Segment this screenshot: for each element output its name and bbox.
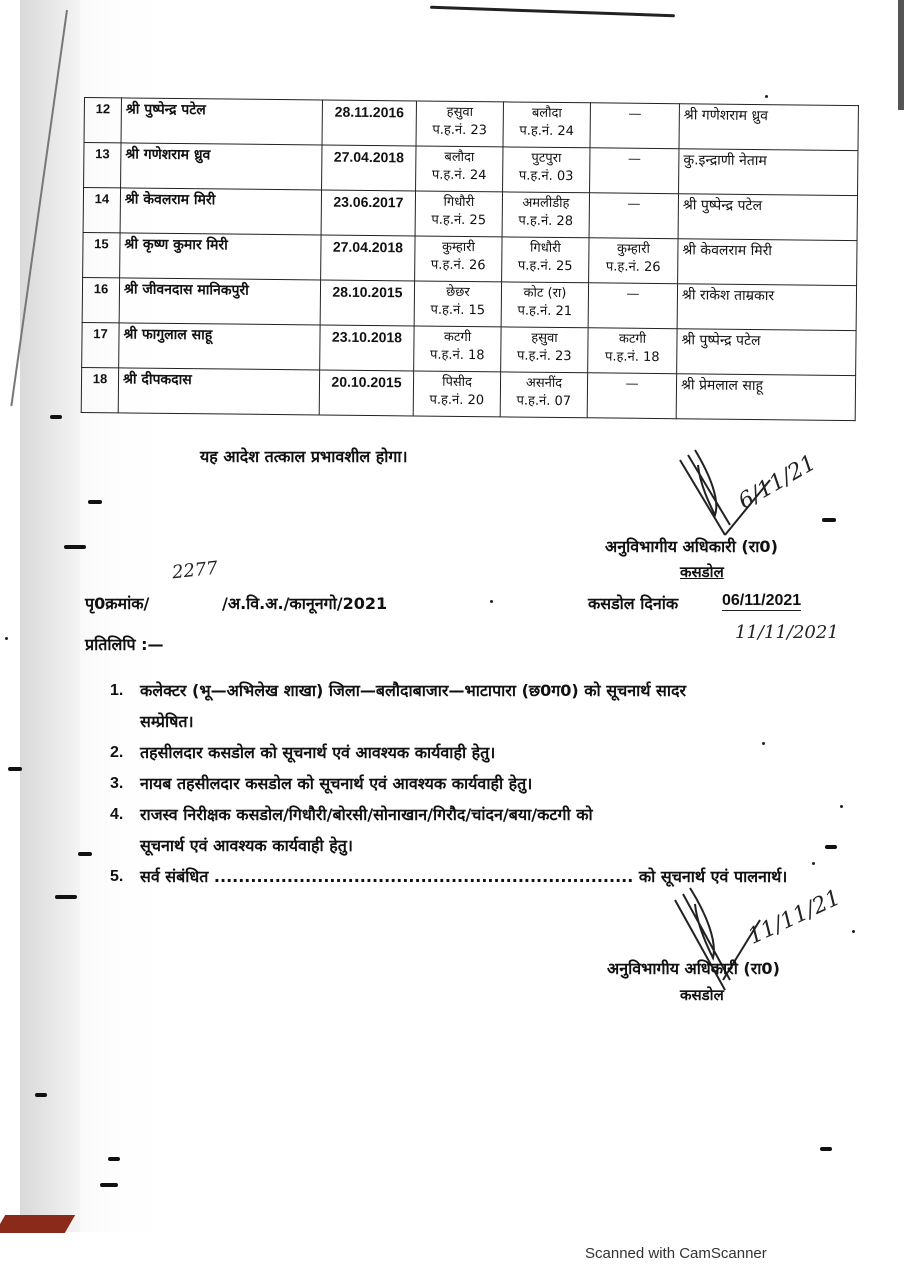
- additional-charge: [589, 238, 678, 284]
- scan-mark: [825, 845, 837, 849]
- copy-item-text: [140, 768, 532, 799]
- new-halka-line: कोट (रा): [523, 285, 567, 302]
- additional-charge-line: प.ह.नं. 18: [604, 349, 660, 366]
- additional-charge-line: प.ह.नं. 26: [605, 259, 661, 276]
- current-halka-line: कटगी: [443, 329, 472, 346]
- scan-dot: [852, 930, 855, 933]
- new-halka-line: बलौदा: [531, 105, 562, 122]
- new-halka-line: प.ह.नं. 28: [518, 213, 574, 230]
- copy-item-line: राजस्व निरीक्षक कसडोल/गिधौरी/बोरसी/सोनाखान/गिरौद/चांदन/बया/कटगी को: [140, 805, 593, 824]
- serial-number: 13: [84, 143, 121, 188]
- additional-charge-line: कटगी: [618, 331, 647, 347]
- copy-item-line: सर्व संबंधित ..................................................................... को सूचनार्थ एवं पालनार्थ।: [140, 867, 788, 886]
- posting-date: 23.10.2018: [320, 325, 414, 371]
- new-halka-line: प.ह.नं. 21: [517, 303, 573, 320]
- copy-item-line: सूचनार्थ एवं आवश्यक कार्यवाही हेतु।: [140, 836, 353, 855]
- employee-name: श्री गणेशराम ध्रुव: [121, 143, 322, 190]
- ref-suffix: /अ.वि.अ./कानूनगो/2021: [222, 594, 388, 613]
- current-halka-line: प.ह.नं. 15: [430, 302, 486, 319]
- additional-charge-line: —: [627, 151, 641, 167]
- employee-name: श्री फागुलाल साहू: [119, 323, 320, 370]
- copy-item-text: [140, 799, 593, 861]
- scan-dot: [840, 805, 843, 808]
- table-row: [81, 367, 855, 420]
- scan-edge-right: [898, 0, 904, 110]
- current-halka: [415, 236, 502, 282]
- copy-list-item: [110, 675, 830, 737]
- additional-charge: [590, 148, 679, 194]
- new-halka-line: अमलीडीह: [522, 195, 570, 212]
- table-row: [84, 143, 858, 196]
- current-halka-line: प.ह.नं. 24: [431, 167, 487, 184]
- scan-mark: [55, 895, 77, 899]
- posting-date: 28.11.2016: [322, 100, 416, 146]
- new-halka: [503, 102, 590, 148]
- current-halka-line: छेछर: [446, 284, 470, 301]
- table-row: [83, 232, 857, 285]
- new-halka-line: प.ह.नं. 25: [517, 258, 573, 275]
- desk-corner: [0, 1215, 75, 1233]
- copy-list-item: [110, 737, 830, 768]
- copy-item-line: सम्प्रेषित।: [140, 712, 194, 731]
- table-row: [84, 98, 858, 151]
- designation-2: अनुविभागीय अधिकारी (रा0): [607, 959, 780, 978]
- employee-name: श्री केवलराम मिरी: [120, 188, 321, 235]
- employee-name: श्री कृष्ण कुमार मिरी: [120, 233, 321, 280]
- table-row: [82, 322, 856, 375]
- additional-charge-line: —: [625, 376, 639, 392]
- additional-charge: [590, 103, 679, 149]
- new-halka-line: गिधौरी: [529, 240, 561, 257]
- scan-mark: [35, 1093, 47, 1097]
- current-halka-line: बलौदा: [444, 149, 475, 166]
- additional-charge: [589, 193, 678, 239]
- scan-mark: [108, 1157, 120, 1161]
- current-halka: [414, 281, 501, 327]
- scan-dot: [812, 862, 815, 865]
- copy-list-item: [110, 768, 830, 799]
- scan-mark: [100, 1183, 118, 1187]
- current-halka: [415, 191, 502, 237]
- order-effect-text: यह आदेश तत्काल प्रभावशील होगा।: [200, 447, 408, 466]
- place-date-label: कसडोल दिनांक: [588, 594, 679, 613]
- posting-date: 27.04.2018: [322, 145, 416, 191]
- charge-handover-to: श्री राकेश ताम्रकार: [677, 284, 856, 331]
- copy-list: [110, 675, 830, 892]
- posting-date: 23.06.2017: [321, 190, 415, 236]
- serial-number: 16: [82, 277, 119, 322]
- copy-item-line: कलेक्टर (भू—अभिलेख शाखा) जिला—बलौदाबाजार—भाटापारा (छ0ग0) को सूचनार्थ सादर: [140, 681, 687, 700]
- new-halka: [502, 192, 589, 238]
- camscanner-watermark: Scanned with CamScanner: [585, 1245, 767, 1262]
- current-halka-line: प.ह.नं. 23: [432, 122, 488, 139]
- charge-handover-to: श्री पुष्पेन्द्र पटेल: [677, 329, 856, 376]
- serial-number: 14: [83, 188, 120, 233]
- page-fold-shadow: [20, 0, 80, 1232]
- charge-handover-to: श्री केवलराम मिरी: [678, 239, 857, 286]
- scan-mark: [88, 500, 102, 504]
- scan-dot: [762, 742, 765, 745]
- current-halka-line: पिसीद: [442, 374, 473, 391]
- designation-1: अनुविभागीय अधिकारी (रा0): [605, 537, 778, 556]
- new-halka: [500, 372, 587, 418]
- serial-number: 17: [82, 322, 119, 367]
- copy-item-text: [140, 737, 495, 768]
- new-halka-line: प.ह.नं. 07: [516, 393, 572, 410]
- signature-icon: [665, 880, 815, 1000]
- copy-item-number: 4.: [110, 806, 124, 823]
- handwritten-date-1: 6/11/21: [734, 450, 821, 515]
- additional-charge-line: —: [626, 286, 640, 302]
- employee-name: श्री जीवनदास मानिकपुरी: [119, 278, 320, 325]
- additional-charge-line: —: [627, 196, 641, 212]
- charge-handover-to: कु.इन्द्राणी नेताम: [679, 149, 858, 196]
- copy-item-number: 5.: [110, 868, 124, 885]
- scan-mark: [8, 767, 22, 771]
- new-halka: [501, 282, 588, 328]
- scan-footer-area: [0, 1232, 904, 1280]
- copy-list-item: [110, 799, 830, 861]
- issue-date: 06/11/2021: [722, 592, 802, 609]
- new-halka: [502, 237, 589, 283]
- new-halka: [503, 147, 590, 193]
- copy-item-text: [140, 675, 686, 737]
- place-2: कसडोल: [680, 986, 724, 1004]
- additional-charge-line: कुम्हारी: [616, 241, 650, 257]
- employee-name: श्री पुष्पेन्द्र पटेल: [121, 98, 322, 145]
- transfer-table: [81, 97, 859, 421]
- current-halka-line: हसुवा: [446, 104, 474, 121]
- current-halka-line: प.ह.नं. 20: [429, 392, 485, 409]
- scan-mark: [822, 518, 836, 522]
- new-halka-line: पुटपुरा: [531, 150, 562, 167]
- additional-charge: [588, 328, 677, 374]
- current-halka: [414, 326, 501, 372]
- new-halka-line: प.ह.नं. 23: [516, 348, 572, 365]
- table-row: [83, 188, 857, 241]
- table-row: [82, 277, 856, 330]
- new-halka-line: प.ह.नं. 03: [518, 168, 574, 185]
- new-halka: [501, 327, 588, 373]
- posting-date: 28.10.2015: [320, 280, 414, 326]
- current-halka-line: प.ह.नं. 18: [429, 347, 485, 364]
- scan-mark: [820, 1147, 832, 1151]
- scan-mark: [50, 415, 62, 419]
- scan-dot: [765, 95, 768, 98]
- employee-name: श्री दीपकदास: [118, 368, 319, 415]
- posting-date: 27.04.2018: [321, 235, 415, 281]
- handwritten-date-2: 11/11/21: [744, 885, 845, 950]
- new-halka-line: असनींद: [525, 375, 563, 392]
- current-halka: [416, 101, 503, 147]
- posting-date: 20.10.2015: [319, 370, 413, 416]
- copy-item-number: 2.: [110, 744, 124, 761]
- new-halka-line: प.ह.नं. 24: [519, 123, 575, 140]
- current-halka-line: प.ह.नं. 26: [430, 257, 486, 274]
- current-halka-line: प.ह.नं. 25: [431, 212, 487, 229]
- serial-number: 12: [84, 98, 121, 143]
- charge-handover-to: श्री पुष्पेन्द्र पटेल: [678, 194, 857, 241]
- copy-heading: प्रतिलिपि :—: [85, 635, 164, 654]
- handwritten-dispatch-date: 11/11/2021: [735, 622, 839, 643]
- scan-mark: [78, 852, 92, 856]
- copy-item-number: 3.: [110, 775, 124, 792]
- new-halka-line: हसुवा: [531, 330, 558, 346]
- scan-mark: [64, 545, 86, 549]
- charge-handover-to: श्री गणेशराम ध्रुव: [679, 104, 858, 151]
- serial-number: 18: [81, 367, 118, 412]
- scan-dot: [490, 600, 493, 603]
- serial-number: 15: [83, 232, 120, 277]
- current-halka-line: गिधौरी: [443, 194, 475, 211]
- charge-handover-to: श्री प्रेमलाल साहू: [676, 374, 855, 421]
- additional-charge-line: —: [628, 106, 642, 122]
- additional-charge: [588, 283, 677, 329]
- current-halka: [413, 371, 500, 417]
- copy-item-line: नायब तहसीलदार कसडोल को सूचनार्थ एवं आवश्यक कार्यवाही हेतु।: [140, 774, 533, 793]
- copy-item-number: 1.: [110, 682, 124, 699]
- handwritten-ref-number: 2277: [171, 557, 219, 584]
- place-1: कसडोल: [680, 563, 724, 581]
- current-halka: [416, 146, 503, 192]
- ref-label: पृ0क्रमांक/: [85, 594, 150, 613]
- scan-dot: [5, 637, 8, 640]
- current-halka-line: कुम्हारी: [441, 239, 475, 256]
- copy-item-line: तहसीलदार कसडोल को सूचनार्थ एवं आवश्यक कार्यवाही हेतु।: [140, 743, 496, 762]
- additional-charge: [587, 373, 676, 419]
